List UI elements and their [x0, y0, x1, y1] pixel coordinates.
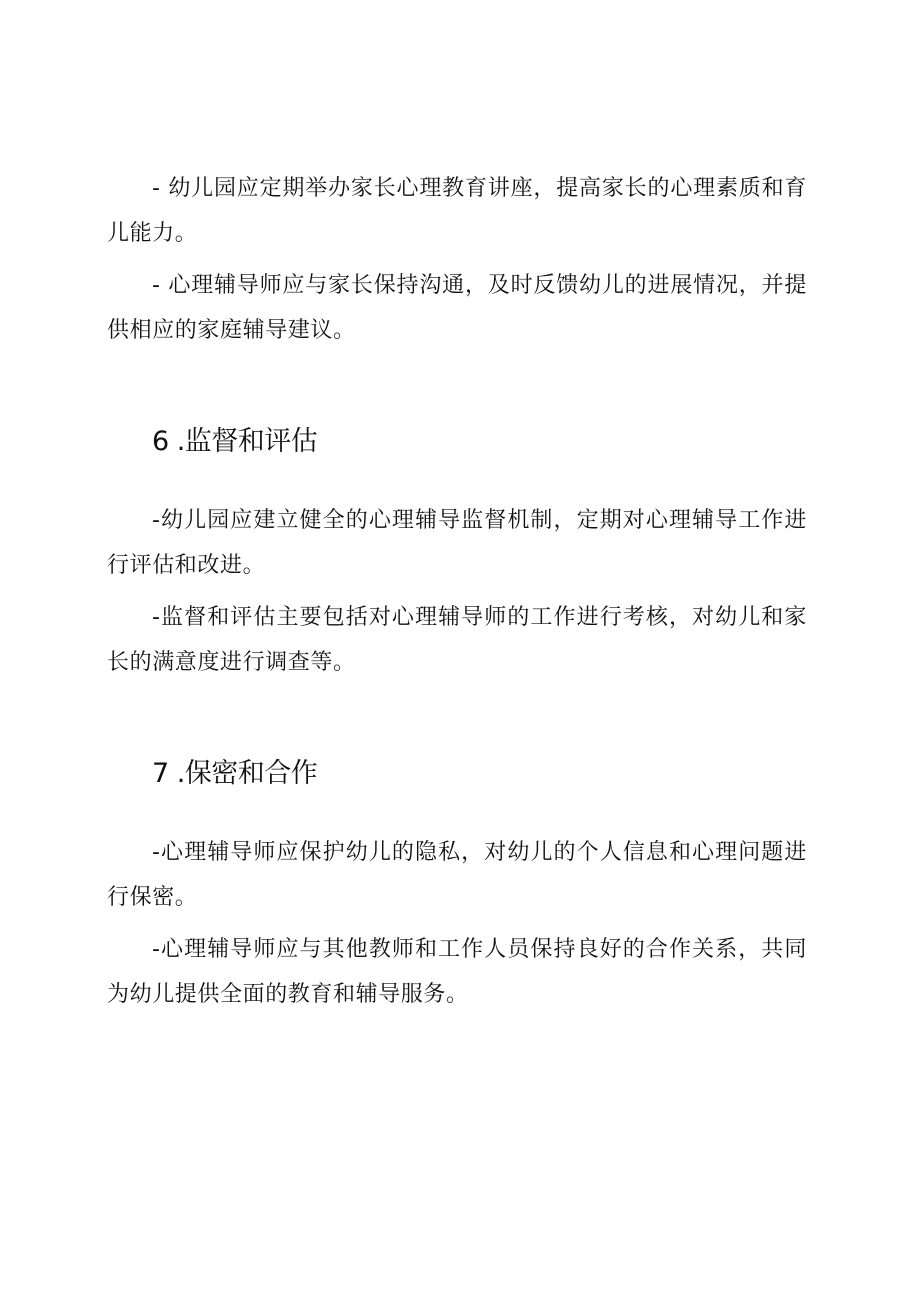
section-title: .保密和合作 — [176, 758, 318, 789]
paragraph-supervision-content: -监督和评估主要包括对心理辅导师的工作进行考核，对幼儿和家长的满意度进行调查等。 — [107, 605, 807, 675]
section-title: .监督和评估 — [176, 426, 318, 457]
paragraph-parent-communication: - 心理辅导师应与家长保持沟通，及时反馈幼儿的进展情况，并提供相应的家庭辅导建议。 — [107, 273, 807, 343]
paragraph-supervision-mechanism: -幼儿园应建立健全的心理辅导监督机制，定期对心理辅导工作进行评估和改进。 — [107, 508, 807, 578]
paragraph-parent-lectures: - 幼儿园应定期举办家长心理教育讲座，提高家长的心理素质和育儿能力。 — [107, 176, 807, 246]
section-heading-confidentiality — [152, 756, 317, 792]
paragraph-privacy: -心理辅导师应保护幼儿的隐私，对幼儿的个人信息和心理问题进行保密。 — [107, 840, 807, 910]
paragraph-cooperation: -心理辅导师应与其他教师和工作人员保持良好的合作关系，共同为幼儿提供全面的教育和辅导服务。 — [107, 937, 807, 1007]
section-number: 6 — [152, 426, 169, 457]
section-number: 7 — [152, 758, 169, 789]
section-heading-supervision — [152, 424, 317, 460]
